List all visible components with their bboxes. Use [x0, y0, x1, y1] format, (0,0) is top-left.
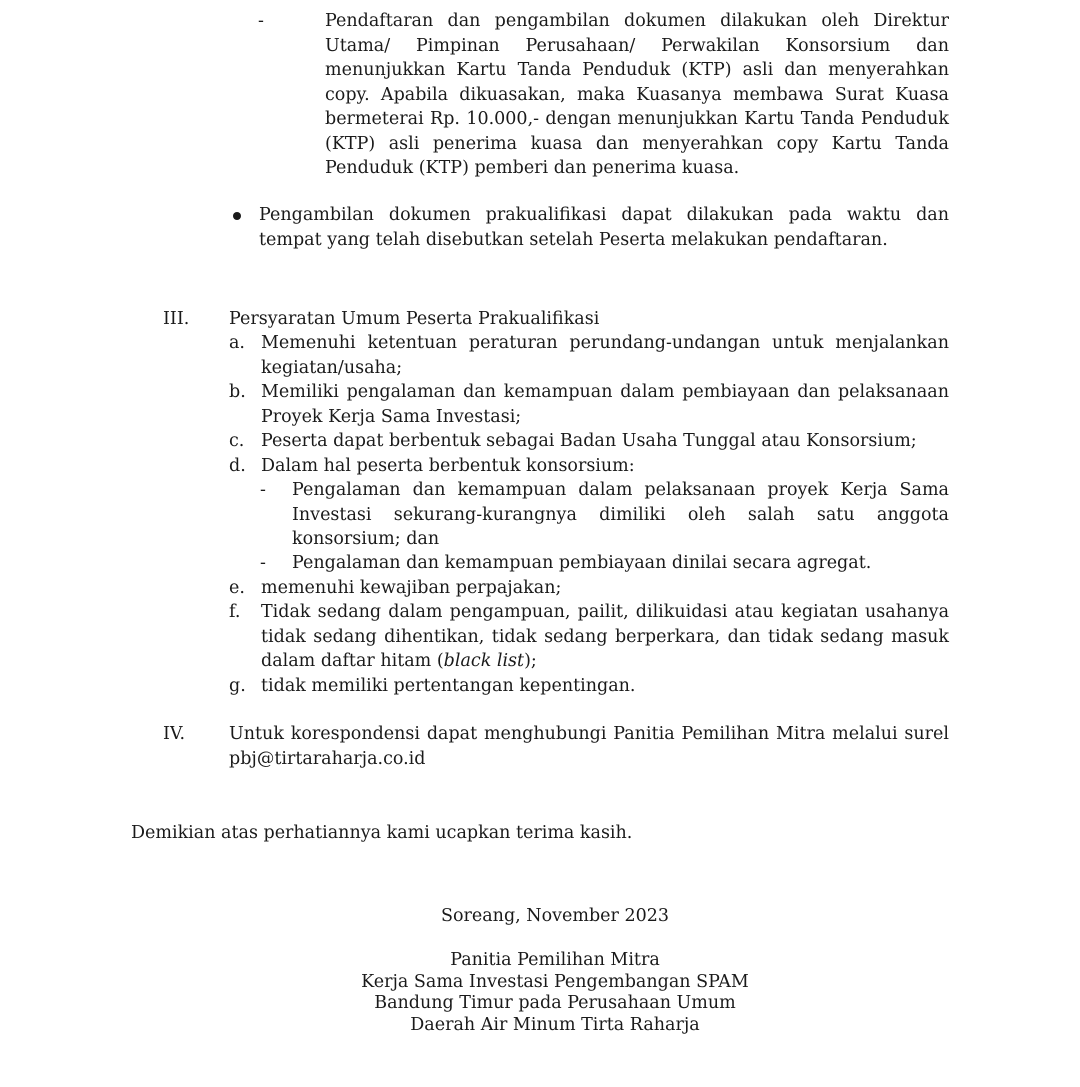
place-date: Soreang, November 2023 — [441, 906, 669, 926]
paragraph-line: Pengalaman dan kemampuan dalam pelaksanaan proyek Kerja Sama — [292, 480, 949, 500]
paragraph-line: menunjukkan Kartu Tanda Penduduk (KTP) asli dan menyerahkan — [325, 60, 949, 80]
list-marker: d. — [229, 456, 246, 476]
paragraph-line: Dalam hal peserta berbentuk konsorsium: — [261, 456, 635, 476]
paragraph-line: tempat yang telah disebutkan setelah Peserta melakukan pendaftaran. — [259, 229, 888, 250]
paragraph-line: Memenuhi ketentuan peraturan perundang-undangan untuk menjalankan — [261, 333, 949, 353]
signatory-line: Kerja Sama Investasi Pengembangan SPAM — [361, 971, 749, 992]
sub-list-item — [292, 551, 949, 576]
list-marker-dash: - — [260, 480, 266, 500]
paragraph-line: memenuhi kewajiban perpajakan; — [261, 578, 562, 598]
list-marker: f. — [229, 602, 241, 622]
paragraph-line: Pengalaman dan kemampuan pembiayaan dinilai secara agregat. — [292, 553, 872, 573]
paragraph-line: Proyek Kerja Sama Investasi; — [261, 406, 522, 427]
signatory-block — [0, 950, 1080, 1036]
section-heading: Persyaratan Umum Peserta Prakualifikasi — [229, 309, 600, 329]
paragraph-line: bermeterai Rp. 10.000,- dengan menunjukkan Kartu Tanda Penduduk — [325, 109, 949, 129]
list-item — [261, 576, 949, 601]
email-address: pbj@tirtaraharja.co.id — [229, 748, 426, 769]
list-marker: g. — [229, 676, 246, 696]
registration-paragraph — [325, 9, 949, 181]
list-marker: c. — [229, 431, 245, 451]
paragraph-line: kegiatan/usaha; — [261, 357, 403, 378]
text-run: ); — [524, 651, 537, 671]
paragraph-line: Memiliki pengalaman dan kemampuan dalam pembiayaan dan pelaksanaan — [261, 382, 949, 402]
closing-sentence: Demikian atas perhatiannya kami ucapkan terima kasih. — [131, 823, 633, 843]
paragraph-line: Tidak sedang dalam pengampuan, pailit, dilikuidasi atau kegiatan usahanya — [261, 602, 949, 622]
bullet-icon — [233, 212, 241, 220]
paragraph-line: tidak memiliki pertentangan kepentingan. — [261, 676, 636, 696]
list-marker: e. — [229, 578, 245, 598]
paragraph-line: tidak sedang dihentikan, tidak sedang berperkara, dan tidak sedang masuk — [261, 626, 949, 647]
list-marker-dash: - — [260, 553, 266, 573]
paragraph-line: Penduduk (KTP) pemberi dan penerima kuasa. — [325, 158, 740, 178]
signatory-line: Daerah Air Minum Tirta Raharja — [410, 1014, 700, 1035]
paragraph-line: (KTP) asli penerima kuasa dan menyerahkan copy Kartu Tanda — [325, 133, 949, 154]
paragraph-line: Pengambilan dokumen prakualifikasi dapat dilakukan pada waktu dan — [259, 205, 949, 225]
paragraph-line: Pendaftaran dan pengambilan dokumen dilakukan oleh Direktur — [325, 11, 949, 31]
paragraph-line: copy. Apabila dikuasakan, maka Kuasanya membawa Surat Kuasa — [325, 84, 949, 105]
paragraph-line: Investasi sekurang-kurangnya dimiliki oleh salah satu anggota — [292, 504, 949, 525]
paragraph-line: konsorsium; dan — [292, 529, 440, 549]
section-numeral: III. — [163, 309, 190, 329]
text-run: dalam daftar hitam ( — [261, 651, 444, 671]
list-item — [261, 429, 949, 454]
document-pickup-paragraph — [259, 203, 949, 252]
paragraph-line — [261, 649, 949, 674]
signatory-line: Panitia Pemilihan Mitra — [450, 950, 660, 970]
list-item — [261, 454, 949, 479]
list-marker-dash: - — [258, 11, 264, 31]
list-item — [261, 674, 949, 699]
paragraph-line: Peserta dapat berbentuk sebagai Badan Usaha Tunggal atau Konsorsium; — [261, 431, 917, 451]
list-marker: b. — [229, 382, 246, 402]
sub-list-item — [292, 478, 949, 552]
list-marker: a. — [229, 333, 245, 353]
signatory-line: Bandung Timur pada Perusahaan Umum — [374, 993, 736, 1013]
list-item — [261, 331, 949, 380]
list-item — [261, 380, 949, 429]
section-numeral: IV. — [163, 724, 186, 744]
paragraph-line: Untuk korespondensi dapat menghubungi Panitia Pemilihan Mitra melalui surel — [229, 724, 949, 744]
list-item — [261, 600, 949, 674]
italic-term: black list — [443, 651, 525, 671]
correspondence-paragraph — [229, 722, 949, 771]
paragraph-line: Utama/ Pimpinan Perusahaan/ Perwakilan Konsorsium dan — [325, 35, 949, 56]
